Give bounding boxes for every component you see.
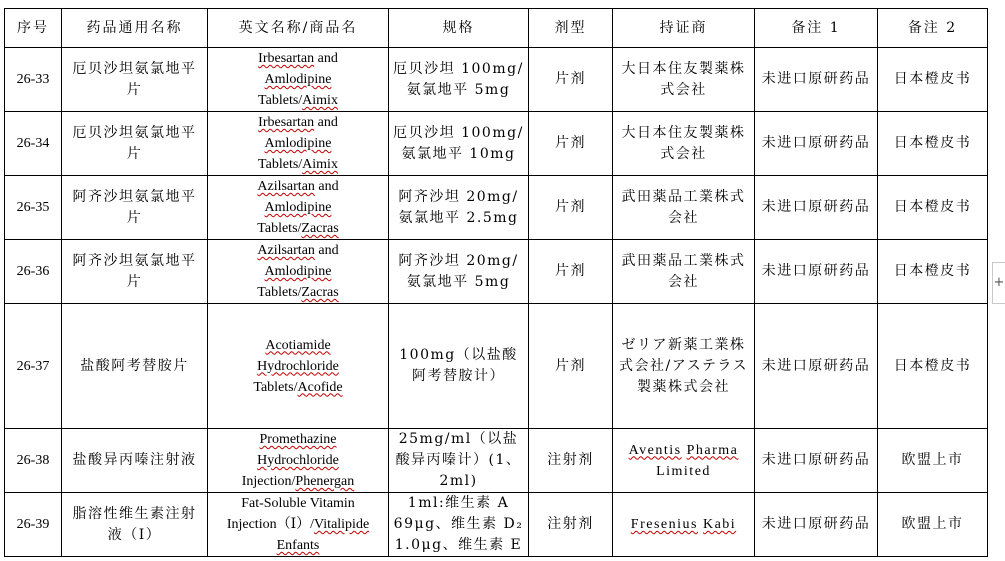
cell-note-2: 日本橙皮书 bbox=[878, 48, 988, 112]
cell-license-holder: ゼリア新薬工業株式会社/アステラス製薬株式会社 bbox=[613, 304, 755, 429]
english-name-line: Hydrochloride bbox=[257, 453, 339, 468]
english-name-line: Enfants bbox=[276, 538, 320, 553]
english-name-line: Injection/Phenergan bbox=[241, 474, 355, 489]
header-note-2: 备注 2 bbox=[878, 9, 988, 48]
cell-dosage-form: 片剂 bbox=[529, 112, 613, 176]
cell-note-1: 未进口原研药品 bbox=[755, 176, 878, 240]
header-seq: 序号 bbox=[5, 9, 62, 48]
english-name-line: Irbesartan and bbox=[258, 115, 338, 130]
cell-note-1: 未进口原研药品 bbox=[755, 493, 878, 557]
cell-license-holder: Fresenius Kabi bbox=[613, 493, 755, 557]
cell-dosage-form: 注射剂 bbox=[529, 429, 613, 493]
header-license-holder: 持证商 bbox=[613, 9, 755, 48]
cell-note-2: 日本橙皮书 bbox=[878, 176, 988, 240]
cell-dosage-form: 片剂 bbox=[529, 304, 613, 429]
cell-generic-name: 盐酸阿考替胺片 bbox=[62, 304, 208, 429]
cell-note-2: 日本橙皮书 bbox=[878, 240, 988, 304]
cell-english-name bbox=[208, 493, 389, 557]
header-english-name: 英文名称/商品名 bbox=[208, 9, 389, 48]
cell-generic-name: 脂溶性维生素注射液（Ⅰ） bbox=[62, 493, 208, 557]
header-spec: 规格 bbox=[389, 9, 529, 48]
cell-english-name bbox=[208, 48, 389, 112]
cell-english-name bbox=[208, 176, 389, 240]
cell-seq: 26-37 bbox=[5, 304, 62, 429]
english-name-line: Amlodipine bbox=[264, 264, 332, 279]
drug-list-table bbox=[4, 8, 988, 557]
cell-note-1: 未进口原研药品 bbox=[755, 48, 878, 112]
cell-spec: 1ml:维生素 A 69μg、维生素 D₂ 1.0μg、维生素 E bbox=[389, 493, 529, 557]
cell-spec: 25mg/ml（以盐酸异丙嗪计）(1、2ml) bbox=[389, 429, 529, 493]
cell-note-1: 未进口原研药品 bbox=[755, 240, 878, 304]
cell-seq: 26-39 bbox=[5, 493, 62, 557]
expand-plus-icon[interactable]: + bbox=[992, 262, 1005, 304]
cell-generic-name: 阿齐沙坦氨氯地平片 bbox=[62, 240, 208, 304]
english-name-line: Fat-Soluble Vitamin bbox=[241, 496, 355, 511]
table-row bbox=[5, 112, 988, 176]
cell-dosage-form: 片剂 bbox=[529, 48, 613, 112]
cell-generic-name: 厄贝沙坦氨氯地平片 bbox=[62, 48, 208, 112]
table-header-row bbox=[5, 9, 988, 48]
cell-spec: 厄贝沙坦 100mg/氨氯地平 10mg bbox=[389, 112, 529, 176]
cell-dosage-form: 片剂 bbox=[529, 240, 613, 304]
cell-dosage-form: 注射剂 bbox=[529, 493, 613, 557]
cell-note-1: 未进口原研药品 bbox=[755, 304, 878, 429]
cell-note-2: 欧盟上市 bbox=[878, 493, 988, 557]
cell-license-holder: 武田薬品工業株式会社 bbox=[613, 176, 755, 240]
cell-english-name bbox=[208, 304, 389, 429]
cell-note-2: 欧盟上市 bbox=[878, 429, 988, 493]
table-row bbox=[5, 429, 988, 493]
header-note-1: 备注 1 bbox=[755, 9, 878, 48]
english-name-line: Azilsartan and bbox=[257, 179, 339, 194]
cell-seq: 26-33 bbox=[5, 48, 62, 112]
cell-seq: 26-38 bbox=[5, 429, 62, 493]
cell-note-2: 日本橙皮书 bbox=[878, 112, 988, 176]
english-name-line: Tablets/Aimix bbox=[258, 157, 338, 172]
english-name-line: Amlodipine bbox=[264, 72, 332, 87]
english-name-line: Tablets/Aimix bbox=[258, 93, 338, 108]
cell-seq: 26-35 bbox=[5, 176, 62, 240]
cell-english-name bbox=[208, 240, 389, 304]
header-dosage-form: 剂型 bbox=[529, 9, 613, 48]
cell-license-holder: Aventis Pharma Limited bbox=[613, 429, 755, 493]
english-name-line: Irbesartan and bbox=[258, 51, 338, 66]
table-row bbox=[5, 240, 988, 304]
cell-dosage-form: 片剂 bbox=[529, 176, 613, 240]
cell-generic-name: 盐酸异丙嗪注射液 bbox=[62, 429, 208, 493]
cell-spec: 厄贝沙坦 100mg/氨氯地平 5mg bbox=[389, 48, 529, 112]
english-name-line: Tablets/Acofide bbox=[253, 379, 343, 395]
cell-seq: 26-36 bbox=[5, 240, 62, 304]
cell-note-1: 未进口原研药品 bbox=[755, 429, 878, 493]
cell-spec: 阿齐沙坦 20mg/氨氯地平 5mg bbox=[389, 240, 529, 304]
table-body bbox=[5, 48, 988, 557]
table-row bbox=[5, 493, 988, 557]
cell-generic-name: 阿齐沙坦氨氯地平片 bbox=[62, 176, 208, 240]
english-name-line: Injection（Ⅰ）/Vitalipide bbox=[226, 517, 370, 532]
cell-generic-name: 厄贝沙坦氨氯地平片 bbox=[62, 112, 208, 176]
english-name-line: Amlodipine bbox=[264, 136, 332, 151]
english-name-line: Acotiamide bbox=[265, 337, 331, 353]
cell-license-holder: 大日本住友製薬株式会社 bbox=[613, 48, 755, 112]
cell-note-2: 日本橙皮书 bbox=[878, 304, 988, 429]
cell-spec: 阿齐沙坦 20mg/氨氯地平 2.5mg bbox=[389, 176, 529, 240]
header-generic-name: 药品通用名称 bbox=[62, 9, 208, 48]
english-name-line: Tablets/Zacras bbox=[257, 221, 339, 236]
cell-seq: 26-34 bbox=[5, 112, 62, 176]
cell-english-name bbox=[208, 112, 389, 176]
table-row bbox=[5, 176, 988, 240]
table-row bbox=[5, 48, 988, 112]
cell-spec: 100mg（以盐酸阿考替胺计） bbox=[389, 304, 529, 429]
table-row bbox=[5, 304, 988, 429]
cell-license-holder: 武田薬品工業株式会社 bbox=[613, 240, 755, 304]
english-name-line: Promethazine bbox=[259, 432, 337, 447]
cell-english-name bbox=[208, 429, 389, 493]
english-name-line: Amlodipine bbox=[264, 200, 332, 215]
cell-note-1: 未进口原研药品 bbox=[755, 112, 878, 176]
english-name-line: Azilsartan and bbox=[257, 243, 339, 258]
english-name-line: Tablets/Zacras bbox=[257, 285, 339, 300]
cell-license-holder: 大日本住友製薬株式会社 bbox=[613, 112, 755, 176]
english-name-line: Hydrochloride bbox=[257, 358, 339, 374]
